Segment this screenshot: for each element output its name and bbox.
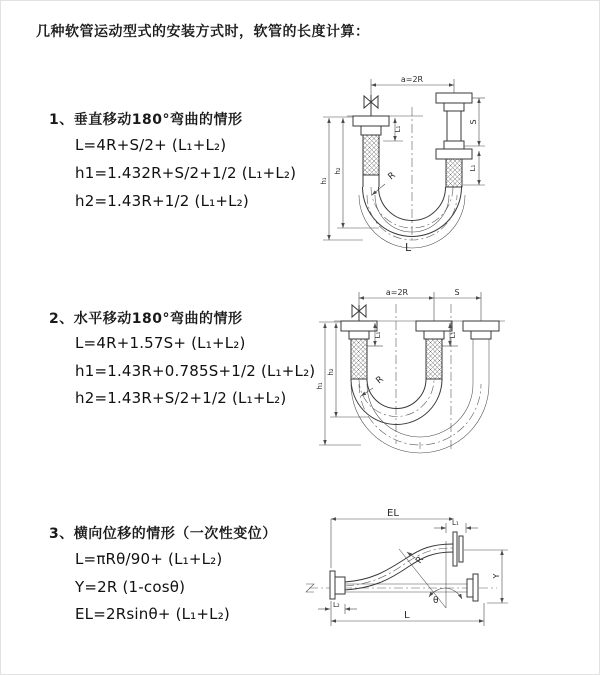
- section-1-heading: 1、垂直移动180°弯曲的情形: [49, 112, 243, 128]
- right-flange-upper: [436, 93, 472, 111]
- dim-label-l1-mid: L₁: [449, 331, 457, 339]
- dimension-a2r: [359, 288, 481, 321]
- dimension-end-left: [318, 601, 357, 614]
- diagram-horizontal-bend: [309, 284, 599, 462]
- right-hose: [473, 339, 489, 384]
- dim-label-r: R: [374, 374, 386, 387]
- dimension-l: [331, 601, 484, 626]
- angle-theta: [429, 588, 462, 606]
- left-flange: [330, 571, 345, 599]
- dim-label-theta: θ: [433, 596, 439, 606]
- dim-label-s: S: [469, 119, 478, 125]
- valve-icon: [364, 95, 378, 116]
- page-title: 几种软管运动型式的安装方式时，软管的长度计算：: [36, 24, 370, 40]
- dim-label-span: a=2R: [385, 288, 409, 297]
- right-pipe: [447, 111, 461, 141]
- formula-line: L=4R+S/2+ (L₁+L₂): [75, 136, 227, 154]
- left-hose-braid: [351, 339, 367, 379]
- dim-label-y: Y: [492, 573, 501, 579]
- middle-flange: [416, 321, 452, 339]
- dim-label-l: L: [405, 241, 412, 254]
- left-hose-braid: [363, 135, 379, 187]
- formula-line: L=4R+1.57S+ (L₁+L₂): [75, 334, 246, 352]
- dim-label-l1-left: L₁: [374, 331, 382, 339]
- section-3-heading: 3、横向位移的情形（一次性变位）: [49, 526, 277, 542]
- valve-icon: [352, 305, 366, 321]
- left-flange: [341, 321, 377, 339]
- dim-label-h1: h₁: [320, 177, 328, 185]
- formula-line: h2=1.43R+1/2 (L₁+L₂): [75, 192, 249, 210]
- dimension-stroke: [464, 98, 485, 146]
- upper-flange: [453, 532, 463, 566]
- dim-label-l: L: [404, 610, 410, 621]
- dim-label-l2: L₂: [333, 601, 340, 609]
- formula-line: EL=2Rsinθ+ (L₁+L₂): [75, 605, 230, 623]
- right-hose-braid: [446, 159, 462, 187]
- right-flange: [463, 321, 499, 339]
- diagram-lateral-displacement: [301, 506, 600, 651]
- middle-hose-braid: [426, 339, 442, 379]
- dimension-el: [331, 508, 454, 568]
- right-flange: [467, 574, 478, 601]
- dim-label-s: S: [454, 288, 460, 297]
- dim-label-h1: h₁: [316, 382, 324, 390]
- dim-label-h2: h₂: [334, 167, 342, 175]
- dim-label-r: R: [386, 170, 398, 183]
- formula-line: L=πRθ/90+ (L₁+L₂): [75, 550, 223, 568]
- hose-u-position1: [351, 379, 442, 425]
- dim-label-r: R: [414, 554, 427, 566]
- dim-label-el: EL: [387, 508, 399, 519]
- diagram-vertical-bend: [311, 71, 596, 266]
- dim-label-h2: h₂: [327, 368, 335, 376]
- formula-line: Y=2R (1-cosθ): [75, 578, 186, 596]
- dim-label-l1-left: L₁: [394, 125, 402, 133]
- dimension-a2r: [371, 75, 454, 95]
- dim-label-l1-right: L₁: [469, 164, 477, 172]
- section-2-heading: 2、水平移动180°弯曲的情形: [49, 311, 243, 327]
- formula-line: h2=1.43R+S/2+1/2 (L₁+L₂): [75, 389, 287, 407]
- radius-callout: [399, 541, 446, 608]
- dimension-end-top: [434, 519, 478, 533]
- hose-s-curve: [345, 544, 453, 590]
- formula-line: h1=1.432R+S/2+1/2 (L₁+L₂): [75, 164, 297, 182]
- right-flange-lower: [436, 141, 472, 159]
- dimension-h1: [320, 117, 363, 240]
- left-flange: [353, 116, 389, 135]
- dim-label-l1: L₁: [452, 519, 459, 527]
- dim-label-span: a=2R: [400, 75, 424, 84]
- formula-line: h1=1.43R+0.785S+1/2 (L₁+L₂): [75, 362, 316, 380]
